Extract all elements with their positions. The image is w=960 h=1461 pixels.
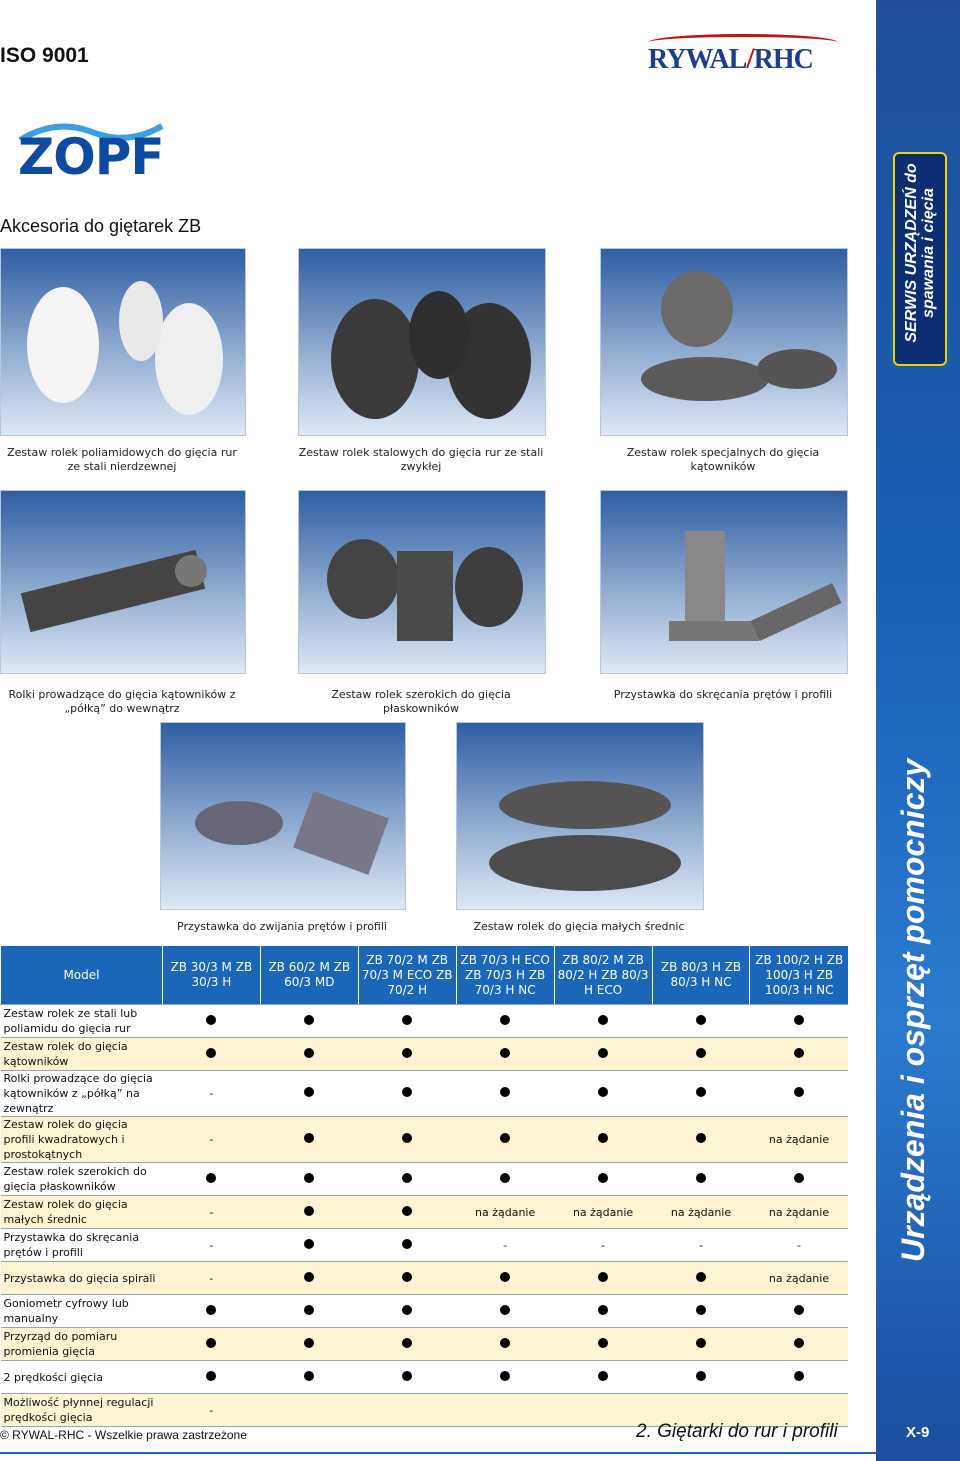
available-dot (358, 1163, 456, 1196)
row-label: Rolki prowadzące do gięcia kątowników z „półką” na zewnątrz (1, 1071, 163, 1117)
available-dot (162, 1361, 260, 1394)
available-dot (162, 1295, 260, 1328)
available-dot (456, 1361, 554, 1394)
available-dot (358, 1328, 456, 1361)
dot-icon (696, 1173, 706, 1183)
cell-value: - (162, 1394, 260, 1427)
available-dot (358, 1262, 456, 1295)
table-row (1, 1117, 849, 1163)
available-dot (750, 1163, 848, 1196)
photo-steel-rollers (298, 248, 546, 436)
cell-value: na żądanie (750, 1117, 848, 1163)
available-dot (554, 1163, 652, 1196)
dot-icon (304, 1133, 314, 1143)
dot-icon (304, 1239, 314, 1249)
dot-icon (206, 1173, 216, 1183)
cell-value: - (162, 1262, 260, 1295)
available-dot (456, 1071, 554, 1117)
cell-value: na żądanie (456, 1196, 554, 1229)
available-dot (358, 1005, 456, 1038)
dot-icon (500, 1305, 510, 1315)
header-col: ZB 80/3 H ZB 80/3 H NC (652, 946, 750, 1005)
dot-icon (304, 1272, 314, 1282)
available-dot (750, 1328, 848, 1361)
dot-icon (402, 1206, 412, 1216)
header-col: ZB 80/2 M ZB 80/2 H ZB 80/3 H ECO (554, 946, 652, 1005)
dot-icon (696, 1272, 706, 1282)
header-model: Model (1, 946, 163, 1005)
dot-icon (402, 1015, 412, 1025)
available-dot (554, 1117, 652, 1163)
available-dot (260, 1295, 358, 1328)
available-dot (260, 1229, 358, 1262)
table-row (1, 1262, 849, 1295)
dot-icon (304, 1206, 314, 1216)
dot-icon (794, 1087, 804, 1097)
photo-wide-rollers (298, 490, 546, 674)
dot-icon (794, 1371, 804, 1381)
available-dot (260, 1038, 358, 1071)
header-col: ZB 60/2 M ZB 60/3 MD (260, 946, 358, 1005)
table-row (1, 1295, 849, 1328)
cell-value: - (750, 1229, 848, 1262)
available-dot (260, 1328, 358, 1361)
table-row (1, 1229, 849, 1262)
available-dot (456, 1295, 554, 1328)
available-dot (750, 1038, 848, 1071)
table-row (1, 1038, 849, 1071)
available-dot (456, 1038, 554, 1071)
dot-icon (304, 1305, 314, 1315)
dot-icon (500, 1133, 510, 1143)
dot-icon (794, 1048, 804, 1058)
photo-small-diameter-rollers (456, 722, 704, 910)
zopf-wordmark: ZOPF (18, 128, 164, 186)
table-row (1, 1361, 849, 1394)
cell-value: na żądanie (652, 1196, 750, 1229)
available-dot (652, 1163, 750, 1196)
available-dot (554, 1328, 652, 1361)
available-dot (260, 1262, 358, 1295)
available-dot (358, 1295, 456, 1328)
available-dot (652, 1295, 750, 1328)
side-title: Urządzenia i osprzęt pomocniczy (895, 758, 931, 1262)
copyright: © RYWAL-RHC - Wszelkie prawa zastrzeżone (0, 1428, 247, 1442)
cell-value: - (162, 1071, 260, 1117)
cell-value: na żądanie (750, 1196, 848, 1229)
available-dot (162, 1038, 260, 1071)
row-label: Zestaw rolek do gięcia małych średnic (1, 1196, 163, 1229)
dot-icon (598, 1305, 608, 1315)
dot-icon (696, 1048, 706, 1058)
available-dot (456, 1328, 554, 1361)
dot-icon (304, 1371, 314, 1381)
dot-icon (402, 1048, 412, 1058)
available-dot (652, 1071, 750, 1117)
row-label: Zestaw rolek ze stali lub poliamidu do gięcia rur (1, 1005, 163, 1038)
available-dot (260, 1196, 358, 1229)
cell-value: - (554, 1229, 652, 1262)
dot-icon (500, 1338, 510, 1348)
photo-twisting-attachment (600, 490, 848, 674)
dot-icon (598, 1015, 608, 1025)
photo-coiling-attachment (160, 722, 406, 910)
row-label: Zestaw rolek do gięcia profili kwadratowych i prostokątnych (1, 1117, 163, 1163)
page-title: Akcesoria do giętarek ZB (0, 216, 202, 236)
dot-icon (304, 1173, 314, 1183)
brand-left: RYWAL (648, 44, 747, 75)
available-dot (162, 1328, 260, 1361)
zopf-logo (16, 118, 164, 192)
photo-caption: Przystawka do skręcania prętów i profili (613, 688, 833, 701)
cell-value: - (162, 1196, 260, 1229)
available-dot (750, 1361, 848, 1394)
available-dot (652, 1361, 750, 1394)
dot-icon (304, 1048, 314, 1058)
available-dot (456, 1163, 554, 1196)
dot-icon (304, 1087, 314, 1097)
dot-icon (794, 1338, 804, 1348)
dot-icon (206, 1305, 216, 1315)
available-dot (652, 1328, 750, 1361)
cell-value (260, 1394, 358, 1427)
dot-icon (206, 1015, 216, 1025)
available-dot (260, 1361, 358, 1394)
dot-icon (696, 1338, 706, 1348)
photo-caption: Rolki prowadzące do gięcia kątowników z „półką” do wewnątrz (8, 688, 236, 715)
dot-icon (500, 1048, 510, 1058)
dot-icon (500, 1371, 510, 1381)
available-dot (358, 1229, 456, 1262)
available-dot (554, 1361, 652, 1394)
available-dot (358, 1361, 456, 1394)
dot-icon (696, 1087, 706, 1097)
cell-value: na żądanie (554, 1196, 652, 1229)
available-dot (652, 1038, 750, 1071)
dot-icon (402, 1272, 412, 1282)
available-dot (358, 1196, 456, 1229)
dot-icon (598, 1133, 608, 1143)
available-dot (554, 1262, 652, 1295)
dot-icon (598, 1173, 608, 1183)
row-label: Przystawka do gięcia spirali (1, 1262, 163, 1295)
header-col: ZB 70/3 H ECO ZB 70/3 H ZB 70/3 H NC (456, 946, 554, 1005)
dot-icon (206, 1338, 216, 1348)
dot-icon (696, 1133, 706, 1143)
available-dot (358, 1038, 456, 1071)
dot-icon (500, 1087, 510, 1097)
available-dot (750, 1295, 848, 1328)
rywal-rhc-logo: RYWAL/RHC (648, 42, 813, 76)
header-col: ZB 30/3 M ZB 30/3 H (162, 946, 260, 1005)
page-number: X-9 (906, 1424, 930, 1441)
dot-icon (402, 1087, 412, 1097)
dot-icon (696, 1305, 706, 1315)
available-dot (456, 1005, 554, 1038)
available-dot (652, 1005, 750, 1038)
available-dot (750, 1005, 848, 1038)
table-header-row (1, 946, 849, 1005)
photo-caption: Przystawka do zwijania prętów i profili (177, 920, 387, 933)
dot-icon (402, 1173, 412, 1183)
spec-table (0, 946, 848, 1427)
available-dot (554, 1005, 652, 1038)
dot-icon (598, 1048, 608, 1058)
cell-value (456, 1394, 554, 1427)
available-dot (358, 1117, 456, 1163)
dot-icon (304, 1338, 314, 1348)
row-label: Goniometr cyfrowy lub manualny (1, 1295, 163, 1328)
available-dot (162, 1163, 260, 1196)
dot-icon (304, 1015, 314, 1025)
available-dot (162, 1005, 260, 1038)
photo-caption: Zestaw rolek do gięcia małych średnic (473, 920, 685, 933)
cell-value: na żądanie (750, 1262, 848, 1295)
available-dot (260, 1117, 358, 1163)
row-label: Zestaw rolek do gięcia kątowników (1, 1038, 163, 1071)
table-row (1, 1196, 849, 1229)
iso-label: ISO 9001 (0, 44, 89, 67)
row-label: Przyrząd do pomiaru promienia gięcia (1, 1328, 163, 1361)
cell-value: - (162, 1117, 260, 1163)
dot-icon (598, 1338, 608, 1348)
dot-icon (794, 1015, 804, 1025)
dot-icon (402, 1239, 412, 1249)
dot-icon (598, 1087, 608, 1097)
header-col: ZB 100/2 H ZB 100/3 H ZB 100/3 H NC (750, 946, 848, 1005)
dot-icon (500, 1015, 510, 1025)
available-dot (456, 1117, 554, 1163)
dot-icon (402, 1305, 412, 1315)
photo-angle-rollers (600, 248, 848, 436)
table-row (1, 1005, 849, 1038)
available-dot (750, 1071, 848, 1117)
dot-icon (402, 1338, 412, 1348)
photo-caption: Zestaw rolek specjalnych do gięcia kątowników (626, 446, 820, 473)
dot-icon (206, 1371, 216, 1381)
cell-value: - (456, 1229, 554, 1262)
photo-caption: Zestaw rolek stalowych do gięcia rur ze stali zwykłej (298, 446, 544, 473)
table-row (1, 1071, 849, 1117)
badge-text: SERWIS URZĄDZEŃ do spawania i cięcia (903, 163, 937, 343)
dot-icon (206, 1048, 216, 1058)
dot-icon (402, 1133, 412, 1143)
available-dot (260, 1005, 358, 1038)
brand-right: RHC (753, 44, 813, 75)
photo-caption: Zestaw rolek szerokich do gięcia płaskowników (331, 688, 511, 715)
available-dot (260, 1163, 358, 1196)
row-label: Przystawka do skręcania prętów i profili (1, 1229, 163, 1262)
dot-icon (402, 1371, 412, 1381)
photo-polyamide-rollers (0, 248, 246, 436)
service-badge (893, 152, 947, 366)
available-dot (456, 1262, 554, 1295)
dot-icon (500, 1272, 510, 1282)
header-col: ZB 70/2 M ZB 70/3 M ECO ZB 70/2 H (358, 946, 456, 1005)
available-dot (554, 1295, 652, 1328)
dot-icon (598, 1371, 608, 1381)
dot-icon (598, 1272, 608, 1282)
photo-caption: Zestaw rolek poliamidowych do gięcia rur ze stali nierdzewnej (7, 446, 237, 473)
dot-icon (794, 1173, 804, 1183)
row-label: Możliwość płynnej regulacji prędkości gięcia (1, 1394, 163, 1427)
available-dot (652, 1117, 750, 1163)
photo-guide-rollers (0, 490, 246, 674)
available-dot (554, 1071, 652, 1117)
table-row (1, 1328, 849, 1361)
section-title: 2. Giętarki do rur i profili (636, 1421, 838, 1442)
table-row (1, 1163, 849, 1196)
dot-icon (696, 1015, 706, 1025)
available-dot (652, 1262, 750, 1295)
dot-icon (794, 1305, 804, 1315)
available-dot (358, 1071, 456, 1117)
row-label: Zestaw rolek szerokich do gięcia płaskowników (1, 1163, 163, 1196)
available-dot (554, 1038, 652, 1071)
dot-icon (696, 1371, 706, 1381)
available-dot (260, 1071, 358, 1117)
dot-icon (500, 1173, 510, 1183)
cell-value: - (652, 1229, 750, 1262)
cell-value: - (162, 1229, 260, 1262)
cell-value (358, 1394, 456, 1427)
row-label: 2 prędkości gięcia (1, 1361, 163, 1394)
footer-divider (0, 1452, 876, 1454)
